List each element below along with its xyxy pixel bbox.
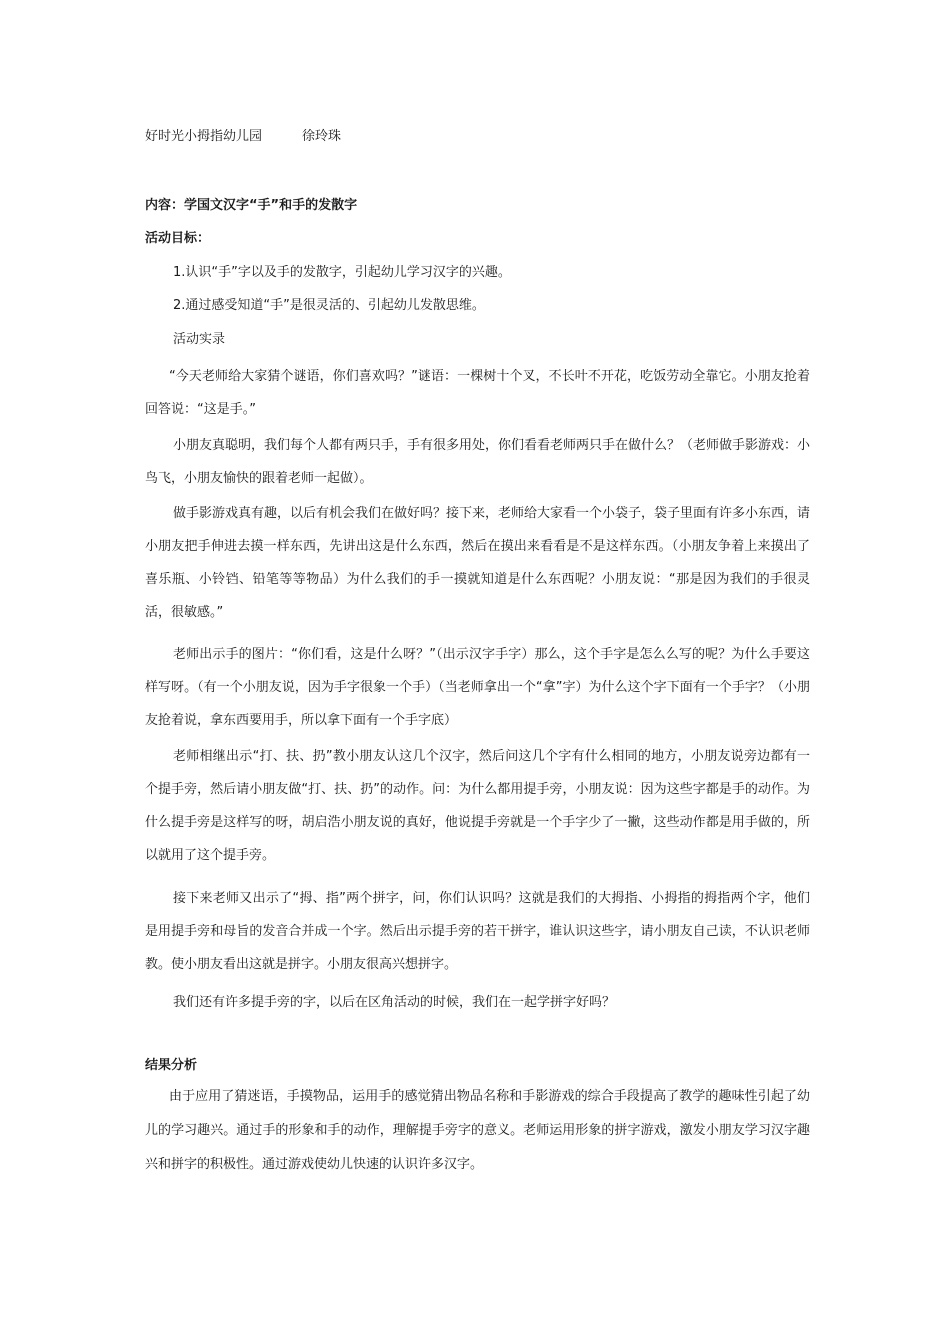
paragraph-hand-character: 老师出示手的图片：“你们看，这是什么呀？”（出示汉字手字）那么，这个手字是怎么么写的呢？为什么手要这样写呀。（有一个小朋友说，因为手字很象一个手）（当老师拿出一个“拿”字）为什么这个字下面有一个手字？（小朋友抢着说，拿东西要用手，所以拿下面有一个手字底） [145,647,810,728]
analysis-paragraph: 由于应用了猜迷语，手摸物品，运用手的感觉猜出物品名称和手影游戏的综合手段提高了教学的趣味性引起了幼儿的学习趣兴。通过手的形象和手的动作，理解提手旁字的意义。老师运用形象的拼字游戏，激发小朋友学习汉字趣兴和拼字的积极性。通过游戏使幼儿快速的认识许多汉字。 [145,1089,810,1172]
record-heading: 活动实录 [173,332,226,347]
goal-item-2: 2.通过感受知道“手”是很灵活的、引起幼儿发散思维。 [173,298,485,313]
paragraph-hand-radical: 老师相继出示“打、扶、扔”教小朋友认这几个汉字，然后问这几个字有什么相同的地方，小朋友说旁边都有一个提手旁，然后请小朋友做“打、扶、扔”的动作。问：为什么都用提手旁，小朋友说：因为这些字都是手的动作。为什么提手旁是这样写的呀，胡启浩小朋友说的真好，他说提手旁就是一个手字少了一撇，这些动作都是用手做的，所以就用了这个提手旁。 [145,749,810,863]
analysis-heading: 结果分析 [145,1058,198,1073]
school-name: 好时光小拇指幼儿园 [145,129,263,144]
goal-item-1: 1.认识“手”字以及手的发散字，引起幼儿学习汉字的兴趣。 [173,265,511,280]
paragraph-closing: 我们还有许多提手旁的字，以后在区角活动的时候，我们在一起学拼字好吗？ [173,995,616,1010]
document-header [145,127,341,147]
paragraph-hand-shadow: 小朋友真聪明，我们每个人都有两只手，手有很多用处，你们看看老师两只手在做什么？（老师做手影游戏：小鸟飞，小朋友愉快的跟着老师一起做）。 [145,438,811,486]
goals-heading: 活动目标： [145,231,211,246]
paragraph-riddle: “今天老师给大家猜个谜语，你们喜欢吗？”谜语：一棵树十个叉，不长叶不开花，吃饭劳动全靠它。小朋友抢着回答说：“这是手。” [145,369,810,417]
paragraph-touch-bag: 做手影游戏真有趣，以后有机会我们在做好吗？接下来，老师给大家看一个小袋子，袋子里面有许多小东西，请小朋友把手伸进去摸一样东西，先讲出这是什么东西，然后在摸出来看看是不是这样东西。（小朋友争着上来摸出了喜乐瓶、小铃铛、铅笔等等物品）为什么我们的手一摸就知道是什么东西呢？小朋友说：“那是因为我们的手很灵活，很敏感。” [145,506,811,620]
paragraph-thumb-finger: 接下来老师又出示了“拇、指”两个拼字，问，你们认识吗？这就是我们的大拇指、小拇指的拇指两个字，他们是用提手旁和母旨的发音合并成一个字。然后出示提手旁的若干拼字，谁认识这些字，请小朋友自己读，不认识老师教。使小朋友看出这就是拼字。小朋友很高兴想拼字。 [145,891,810,972]
content-title: 内容：学国文汉字“手”和手的发散字 [145,198,358,213]
author-name: 徐玲珠 [302,129,342,144]
